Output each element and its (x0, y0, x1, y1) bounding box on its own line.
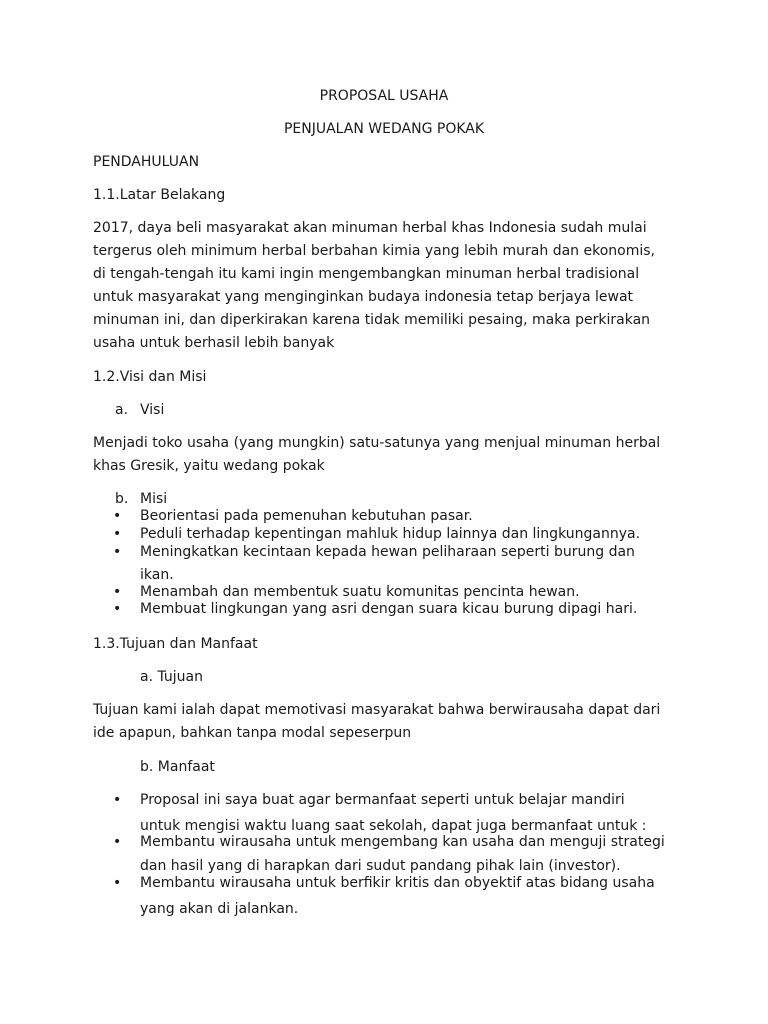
paragraph-line: ide apapun, bahkan tanpa modal sepeserpun (93, 725, 412, 741)
paragraph-line: usaha untuk berhasil lebih banyak (93, 335, 335, 351)
bullet-icon: • (113, 875, 122, 891)
list-item-continuation: untuk mengisi waktu luang saat sekolah, dapat juga bermanfaat untuk : (140, 818, 647, 834)
list-marker: a. (115, 402, 129, 418)
subheading-visi: Visi (140, 402, 165, 418)
list-item: Beorientasi pada pemenuhan kebutuhan pasar. (140, 508, 473, 524)
list-item: Membantu wirausaha untuk mengembang kan usaha dan menguji strategi (140, 834, 665, 850)
list-marker: b. (115, 491, 129, 507)
list-item: Meningkatkan kecintaan kepada hewan peliharaan seperti burung dan (140, 544, 635, 560)
list-item: Menambah dan membentuk suatu komunitas pencinta hewan. (140, 584, 580, 600)
bullet-icon: • (113, 508, 122, 524)
section-heading-latar-belakang: 1.1.Latar Belakang (93, 187, 226, 203)
paragraph-line: tergerus oleh minimum herbal berbahan kimia yang lebih murah dan ekonomis, (93, 243, 655, 259)
bullet-icon: • (113, 792, 122, 808)
paragraph-line: khas Gresik, yaitu wedang pokak (93, 458, 325, 474)
section-heading-visi-misi: 1.2.Visi dan Misi (93, 369, 207, 385)
subheading-tujuan: a. Tujuan (140, 669, 203, 685)
bullet-icon: • (113, 834, 122, 850)
document-subtitle: PENJUALAN WEDANG POKAK (283, 121, 485, 137)
section-heading-pendahuluan: PENDAHULUAN (93, 154, 200, 170)
list-item: Membantu wirausaha untuk berfikir kritis dan obyektif atas bidang usaha (140, 875, 655, 891)
paragraph-line: Tujuan kami ialah dapat memotivasi masyarakat bahwa berwirausaha dapat dari (93, 702, 661, 718)
paragraph-line: di tengah-tengah itu kami ingin mengembangkan minuman herbal tradisional (93, 266, 640, 282)
bullet-icon: • (113, 601, 122, 617)
subheading-misi: Misi (140, 491, 168, 507)
list-item: Membuat lingkungan yang asri dengan suara kicau burung dipagi hari. (140, 601, 638, 617)
section-heading-tujuan-manfaat: 1.3.Tujuan dan Manfaat (93, 636, 258, 652)
bullet-icon: • (113, 584, 122, 600)
paragraph-line: Menjadi toko usaha (yang mungkin) satu-satunya yang menjual minuman herbal (93, 435, 661, 451)
paragraph-line: 2017, daya beli masyarakat akan minuman herbal khas Indonesia sudah mulai (93, 220, 647, 236)
bullet-icon: • (113, 526, 122, 542)
list-item: Proposal ini saya buat agar bermanfaat seperti untuk belajar mandiri (140, 792, 625, 808)
paragraph-line: minuman ini, dan diperkirakan karena tidak memiliki pesaing, maka perkirakan (93, 312, 651, 328)
list-item: Peduli terhadap kepentingan mahluk hidup lainnya dan lingkungannya. (140, 526, 641, 542)
bullet-icon: • (113, 544, 122, 560)
document-title: PROPOSAL USAHA (319, 88, 449, 104)
list-item-continuation: ikan. (140, 567, 174, 583)
subheading-manfaat: b. Manfaat (140, 759, 215, 775)
list-item-continuation: yang akan di jalankan. (140, 901, 299, 917)
paragraph-line: untuk masyarakat yang menginginkan budaya indonesia tetap berjaya lewat (93, 289, 634, 305)
list-item-continuation: dan hasil yang di harapkan dari sudut pandang pihak lain (investor). (140, 858, 621, 874)
